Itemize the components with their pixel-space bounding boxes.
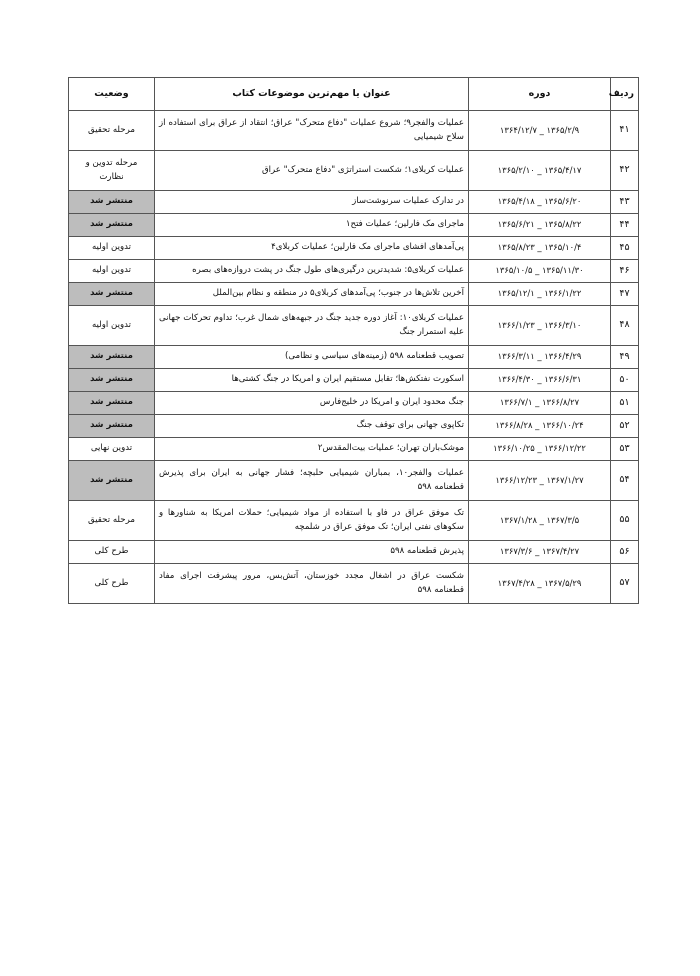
row-status: مرحله تدوین و نظارت [69,151,155,191]
table-row [69,260,639,283]
row-status: منتشر شد [69,369,155,392]
row-status: منتشر شد [69,415,155,438]
table-body [69,111,639,604]
header-status: وضعیت [69,78,155,111]
row-title: تک موفق عراق در فاو با استفاده از مواد شیمیایی؛ حملات امریکا به شناورها و سکوهای نفتی ایران؛ تک موفق عراق در شلمچه [155,501,469,541]
row-title: ماجرای مک فارلین؛ عملیات فتح۱ [155,214,469,237]
table-row [69,111,639,151]
row-status: منتشر شد [69,191,155,214]
book-volumes-table [68,77,639,604]
table-row [69,564,639,604]
row-status: طرح کلی [69,564,155,604]
row-status: مرحله تحقیق [69,501,155,541]
table-row [69,283,639,306]
row-title: عملیات کربلای۱؛ شکست استراتژی "دفاع متحرک" عراق [155,151,469,191]
row-period: ۱۳۶۶/۸/۲۸ _ ۱۳۶۶/۱۰/۲۴ [469,415,611,438]
table-row [69,151,639,191]
table-row [69,541,639,564]
row-status: منتشر شد [69,392,155,415]
header-title: عنوان یا مهم‌ترین موضوعات کتاب [155,78,469,111]
row-status: منتشر شد [69,346,155,369]
row-number: ۵۲ [611,415,639,438]
row-period: ۱۳۶۷/۱/۲۸ _ ۱۳۶۷/۳/۵ [469,501,611,541]
row-status: طرح کلی [69,541,155,564]
row-period: ۱۳۶۶/۴/۳۰ _ ۱۳۶۶/۶/۳۱ [469,369,611,392]
row-number: ۵۶ [611,541,639,564]
row-number: ۵۰ [611,369,639,392]
row-title: پذیرش قطعنامه ۵۹۸ [155,541,469,564]
row-period: ۱۳۶۵/۴/۱۸ _ ۱۳۶۵/۶/۲۰ [469,191,611,214]
table-row [69,306,639,346]
header-number: ردیف [611,78,639,111]
table-row [69,438,639,461]
row-title: تصویب قطعنامه ۵۹۸ (زمینه‌های سیاسی و نظامی) [155,346,469,369]
row-period: ۱۳۶۵/۲/۱۰ _ ۱۳۶۵/۴/۱۷ [469,151,611,191]
row-title: عملیات والفجر۹؛ شروع عملیات "دفاع متحرک" عراق؛ انتقاد از عراق برای استفاده از سلاح شیمیایی [155,111,469,151]
row-title: آخرین تلاش‌ها در جنوب؛ پی‌آمدهای کربلای۵ در منطقه و نظام بین‌الملل [155,283,469,306]
row-status: تدوین اولیه [69,260,155,283]
table-row [69,392,639,415]
table-row [69,214,639,237]
row-period: ۱۳۶۶/۱۰/۲۵ _ ۱۳۶۶/۱۲/۲۲ [469,438,611,461]
row-number: ۴۷ [611,283,639,306]
row-number: ۵۵ [611,501,639,541]
table-row [69,191,639,214]
row-title: اسکورت نفتکش‌ها؛ تقابل مستقیم ایران و امریکا در جنگ کشتی‌ها [155,369,469,392]
row-period: ۱۳۶۶/۷/۱ _ ۱۳۶۶/۸/۲۷ [469,392,611,415]
row-title: در تدارک عملیات سرنوشت‌ساز [155,191,469,214]
row-period: ۱۳۶۷/۴/۲۸ _ ۱۳۶۷/۵/۲۹ [469,564,611,604]
header-period: دوره [469,78,611,111]
row-title: شکست عراق در اشغال مجدد خوزستان، آتش‌بس، مرور پیشرفت اجرای مفاد قطعنامه ۵۹۸ [155,564,469,604]
row-period: ۱۳۶۶/۱/۲۳ _ ۱۳۶۶/۳/۱۰ [469,306,611,346]
row-status: منتشر شد [69,214,155,237]
row-title: عملیات والفجر۱۰، بمباران شیمیایی حلبچه؛ فشار جهانی به ایران برای پذیرش قطعنامه ۵۹۸ [155,461,469,501]
table-row [69,461,639,501]
table-row [69,501,639,541]
row-status: تدوین اولیه [69,306,155,346]
row-title: جنگ محدود ایران و امریکا در خلیج‌فارس [155,392,469,415]
row-period: ۱۳۶۴/۱۲/۷ _ ۱۳۶۵/۲/۹ [469,111,611,151]
row-period: ۱۳۶۵/۶/۲۱ _ ۱۳۶۵/۸/۲۲ [469,214,611,237]
row-number: ۵۷ [611,564,639,604]
table-row [69,346,639,369]
row-number: ۵۱ [611,392,639,415]
row-period: ۱۳۶۷/۳/۶ _ ۱۳۶۷/۴/۲۷ [469,541,611,564]
row-status: تدوین نهایی [69,438,155,461]
row-status: منتشر شد [69,283,155,306]
row-number: ۴۱ [611,111,639,151]
row-number: ۵۳ [611,438,639,461]
row-number: ۴۸ [611,306,639,346]
row-period: ۱۳۶۵/۸/۲۳ _ ۱۳۶۵/۱۰/۴ [469,237,611,260]
row-title: تکاپوی جهانی برای توقف جنگ [155,415,469,438]
row-period: ۱۳۶۶/۱۲/۲۳ _ ۱۳۶۷/۱/۲۷ [469,461,611,501]
row-number: ۴۴ [611,214,639,237]
row-status: منتشر شد [69,461,155,501]
row-status: تدوین اولیه [69,237,155,260]
row-number: ۴۳ [611,191,639,214]
row-status: مرحله تحقیق [69,111,155,151]
table-row [69,237,639,260]
table-header-row [69,78,639,111]
table-row [69,369,639,392]
row-number: ۴۵ [611,237,639,260]
row-title: موشک‌باران تهران؛ عملیات بیت‌المقدس۲ [155,438,469,461]
table-row [69,415,639,438]
row-title: عملیات کربلای۱۰: آغاز دوره جدید جنگ در جبهه‌های شمال غرب؛ تداوم تحرکات جهانی علیه استمرار جنگ [155,306,469,346]
row-number: ۴۶ [611,260,639,283]
row-period: ۱۳۶۵/۱۲/۱ _ ۱۳۶۶/۱/۲۲ [469,283,611,306]
row-number: ۴۹ [611,346,639,369]
row-title: پی‌آمدهای افشای ماجرای مک فارلین؛ عملیات کربلای۴ [155,237,469,260]
row-number: ۴۲ [611,151,639,191]
row-title: عملیات کربلای۵: شدیدترین درگیری‌های طول جنگ در پشت دروازه‌های بصره [155,260,469,283]
row-period: ۱۳۶۵/۱۰/۵ _ ۱۳۶۵/۱۱/۳۰ [469,260,611,283]
row-period: ۱۳۶۶/۳/۱۱ _ ۱۳۶۶/۴/۲۹ [469,346,611,369]
row-number: ۵۴ [611,461,639,501]
